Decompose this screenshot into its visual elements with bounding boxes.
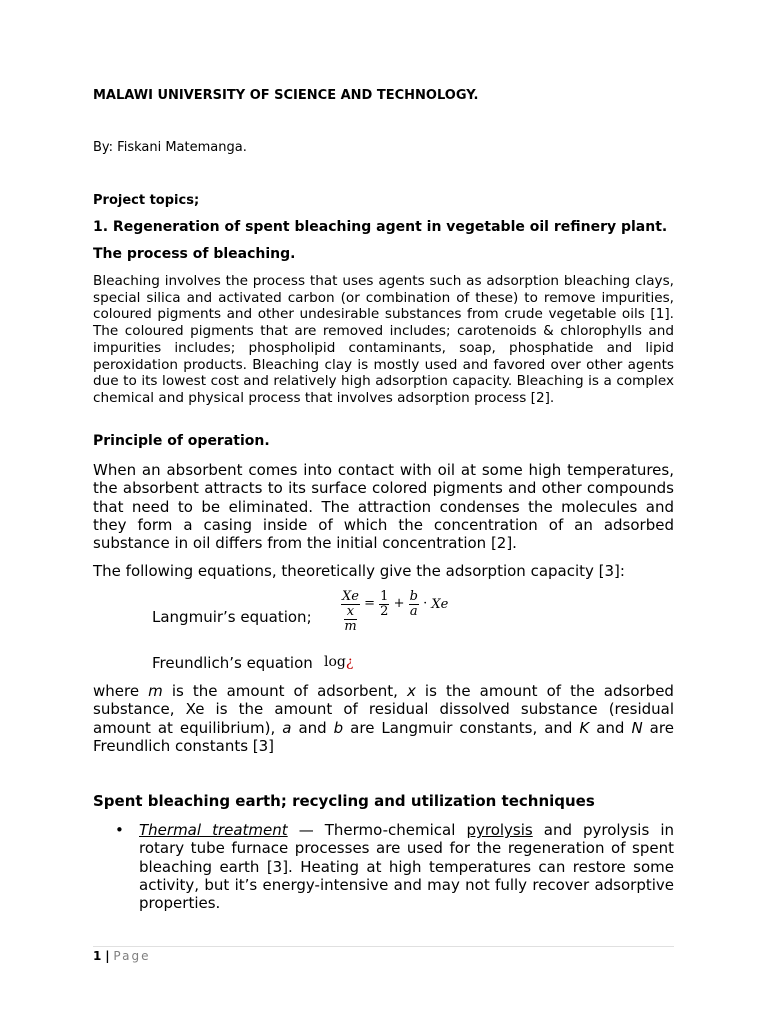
langmuir-lhs-denominator <box>341 605 360 634</box>
thermal-treatment-pre: Thermo-chemical <box>324 821 456 839</box>
def-m: m <box>148 682 163 700</box>
langmuir-term1 <box>379 590 389 619</box>
def-text-3: are Langmuir constants, and <box>350 718 573 737</box>
pyrolysis-link[interactable]: pyrolysis <box>466 821 533 839</box>
def-x: x <box>406 682 416 700</box>
principle-paragraph: When an absorbent comes into contact with oil at some high temperatures, the absorbent attracts to its surface colored pigments and other compounds that need to be eliminated. The attraction condenses the molecules and they form a casing inside of which the concentration of an adsorbed substance in oil differs from the initial concentration [2]. <box>93 461 674 553</box>
langmuir-lhs-fraction <box>341 590 360 634</box>
def-text-1: is the amount of adsorbent, <box>171 682 398 700</box>
def-b: b <box>333 718 344 737</box>
def-text-4: are Freundlich constants [3] <box>93 718 674 755</box>
equations-intro: The following equations, theoretically give the adsorption capacity [3]: <box>93 562 625 580</box>
footer-divider <box>93 946 674 947</box>
topic-1-heading: 1. Regeneration of spent bleaching agent in vegetable oil refinery plant. <box>93 219 668 235</box>
spent-earth-heading: Spent bleaching earth; recycling and utilization techniques <box>93 792 595 810</box>
principle-heading: Principle of operation. <box>93 433 270 449</box>
langmuir-plus: + <box>393 596 405 611</box>
freundlich-equation <box>324 654 353 670</box>
freundlich-missing-glyph: ¿ <box>345 654 354 670</box>
def-and-2: and <box>596 718 625 737</box>
project-topics-heading: Project topics; <box>93 193 200 208</box>
page-number: 1 <box>93 949 102 963</box>
page-footer <box>93 949 150 963</box>
thermal-treatment-item <box>139 821 674 912</box>
institution-title: MALAWI UNIVERSITY OF SCIENCE AND TECHNOLOGY. <box>93 88 479 103</box>
def-where: where <box>93 682 140 700</box>
langmuir-term2-num: b <box>409 589 418 604</box>
langmuir-lhs-numerator: Xe <box>342 589 359 604</box>
thermal-treatment-rest: and pyrolysis in rotary tube furnace processes are used for the regeneration of spent bleaching earth [3]. Heating at high temperatures can restore some activity, but it’s energy-intensive and may not fully recover adsorptive properties. <box>139 821 674 913</box>
langmuir-label: Langmuir’s equation; <box>152 608 312 626</box>
bleaching-paragraph: Bleaching involves the process that uses agents such as adsorption bleaching clays, special silica and activated carbon (or combination of these) to remove impurities, coloured pigments and other undesirable substances from crude vegetable oils [1]. The coloured pigments that are removed includes; carotenoids & chlorophylls and impurities includes; phospholipid contaminants, soap, phosphatide and lipid peroxidation products. Bleaching clay is mostly used and favored over other agents due to its lowest cost and relatively high adsorption capacity. Bleaching is a complex chemical and physical process that involves adsorption process [2]. <box>93 273 674 406</box>
langmuir-x: x <box>344 605 356 620</box>
langmuir-term2-den: a <box>409 604 418 619</box>
langmuir-tail: Xe <box>431 597 449 612</box>
author-line: By: Fiskani Matemanga. <box>93 140 247 155</box>
definitions-paragraph <box>93 682 674 755</box>
def-a: a <box>282 718 292 737</box>
freundlich-log: log <box>324 654 346 670</box>
def-and-1: and <box>298 718 327 737</box>
thermal-treatment-dash: — <box>298 821 314 839</box>
langmuir-term1-den: 2 <box>380 604 389 619</box>
bleaching-heading: The process of bleaching. <box>93 246 296 262</box>
bullet-marker: • <box>115 821 124 839</box>
def-K: K <box>579 718 590 737</box>
footer-separator: | <box>105 949 110 963</box>
langmuir-m: m <box>344 619 357 634</box>
langmuir-equals: = <box>364 596 375 611</box>
page-label: Page <box>113 949 151 963</box>
langmuir-term1-num: 1 <box>380 589 389 604</box>
def-N: N <box>631 718 643 737</box>
freundlich-label: Freundlich’s equation <box>152 654 313 672</box>
def-text-2: is the amount of the adsorbed substance, Xe is the amount of residual dissolved substance (residual amount at equilibrium), <box>93 682 674 737</box>
thermal-treatment-title: Thermal treatment <box>139 821 288 839</box>
langmuir-term2 <box>409 590 419 619</box>
langmuir-dot: · <box>423 596 428 611</box>
langmuir-equation <box>341 590 448 634</box>
